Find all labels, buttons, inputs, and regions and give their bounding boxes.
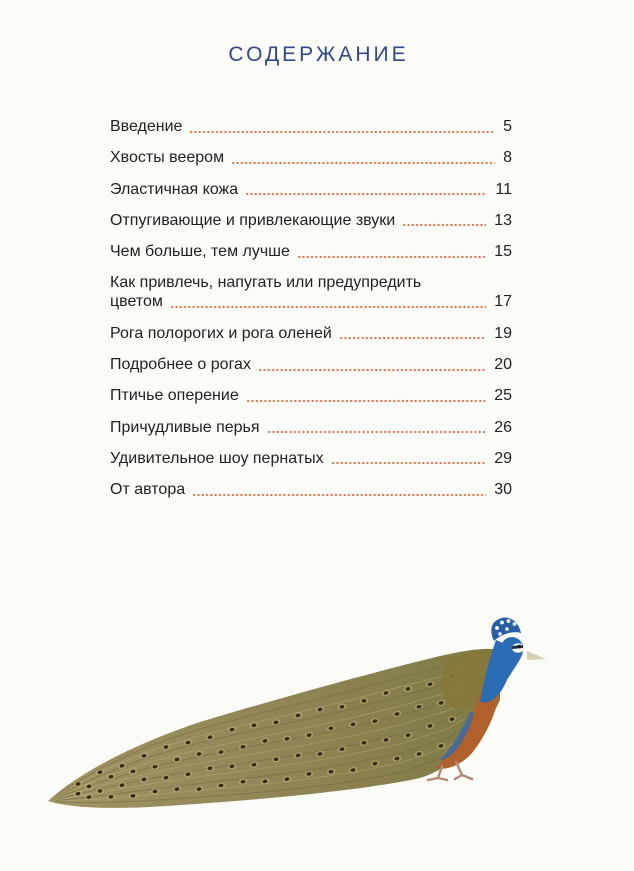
toc-page-number: 8 bbox=[503, 149, 512, 167]
toc-entry bbox=[110, 324, 512, 343]
crest-dot bbox=[498, 632, 501, 635]
toc-page-number: 15 bbox=[494, 243, 512, 261]
dot-leader bbox=[170, 292, 486, 311]
toc-entry-title: Чем больше, тем лучше bbox=[110, 243, 290, 261]
toc-entry bbox=[110, 211, 512, 230]
toc-entry bbox=[110, 386, 512, 405]
toc-entry-title-line: цветом bbox=[110, 293, 163, 311]
toc-entry bbox=[110, 418, 512, 437]
toc-page-number: 19 bbox=[494, 324, 512, 342]
toc-page-number: 30 bbox=[494, 481, 512, 499]
toc-page-number: 17 bbox=[494, 293, 512, 311]
toc-page-number: 29 bbox=[494, 449, 512, 467]
toc-entry-title: Удивительное шоу пернатых bbox=[110, 449, 324, 467]
crest-dot bbox=[495, 626, 499, 630]
toc-entry-title: Хвосты веером bbox=[110, 149, 225, 167]
crest-dot bbox=[513, 622, 517, 626]
toc-entry bbox=[110, 273, 512, 311]
dot-leader bbox=[267, 418, 487, 437]
dot-leader bbox=[331, 449, 487, 468]
toc-entry-title: Подробнее о рогах bbox=[110, 356, 251, 374]
dot-leader bbox=[258, 355, 486, 374]
table-of-contents bbox=[110, 117, 512, 512]
toc-page-number: 26 bbox=[494, 418, 512, 436]
toc-entry bbox=[110, 449, 512, 468]
toc-entry-title: Эластичная кожа bbox=[110, 180, 239, 198]
toc-page-number: 5 bbox=[503, 118, 512, 135]
toc-entry bbox=[110, 242, 512, 261]
crest-dot bbox=[507, 619, 511, 623]
toc-entry bbox=[110, 148, 512, 167]
toc-page-number: 25 bbox=[494, 387, 512, 405]
toc-entry-title: Рога полорогих и рога оленей bbox=[110, 324, 332, 342]
toc-page-number: 20 bbox=[494, 356, 512, 374]
dot-leader bbox=[402, 211, 486, 230]
peacock-train bbox=[48, 649, 500, 808]
dot-leader bbox=[297, 242, 486, 261]
crest-dot bbox=[500, 621, 504, 625]
toc-entry bbox=[110, 480, 512, 499]
toc-page-number: 11 bbox=[495, 180, 512, 198]
dot-leader bbox=[192, 480, 486, 499]
peacock-eye bbox=[517, 645, 520, 648]
dot-leader bbox=[339, 324, 486, 343]
dot-leader bbox=[246, 386, 486, 405]
dot-leader bbox=[245, 180, 487, 199]
peacock-beak bbox=[527, 651, 546, 660]
toc-entry bbox=[110, 355, 512, 374]
crest-dot bbox=[505, 627, 508, 630]
dot-leader bbox=[189, 117, 495, 136]
contents-heading: СОДЕРЖАНИЕ bbox=[228, 43, 409, 66]
toc-entry bbox=[110, 180, 512, 199]
peacock-icon bbox=[0, 590, 634, 830]
toc-entry-title: От автора bbox=[110, 481, 186, 499]
toc-entry-title: Птичье оперение bbox=[110, 387, 239, 405]
toc-page-number: 13 bbox=[494, 211, 512, 229]
toc-entry-title: Отпугивающие и привлекающие звуки bbox=[110, 211, 396, 229]
toc-entry-title: Причудливые перья bbox=[110, 418, 260, 436]
toc-entry-title: Введение bbox=[110, 118, 183, 135]
toc-entry-title-line: Как привлечь, напугать или предупредить bbox=[110, 274, 422, 292]
toc-entry bbox=[110, 117, 512, 136]
dot-leader bbox=[231, 148, 495, 167]
